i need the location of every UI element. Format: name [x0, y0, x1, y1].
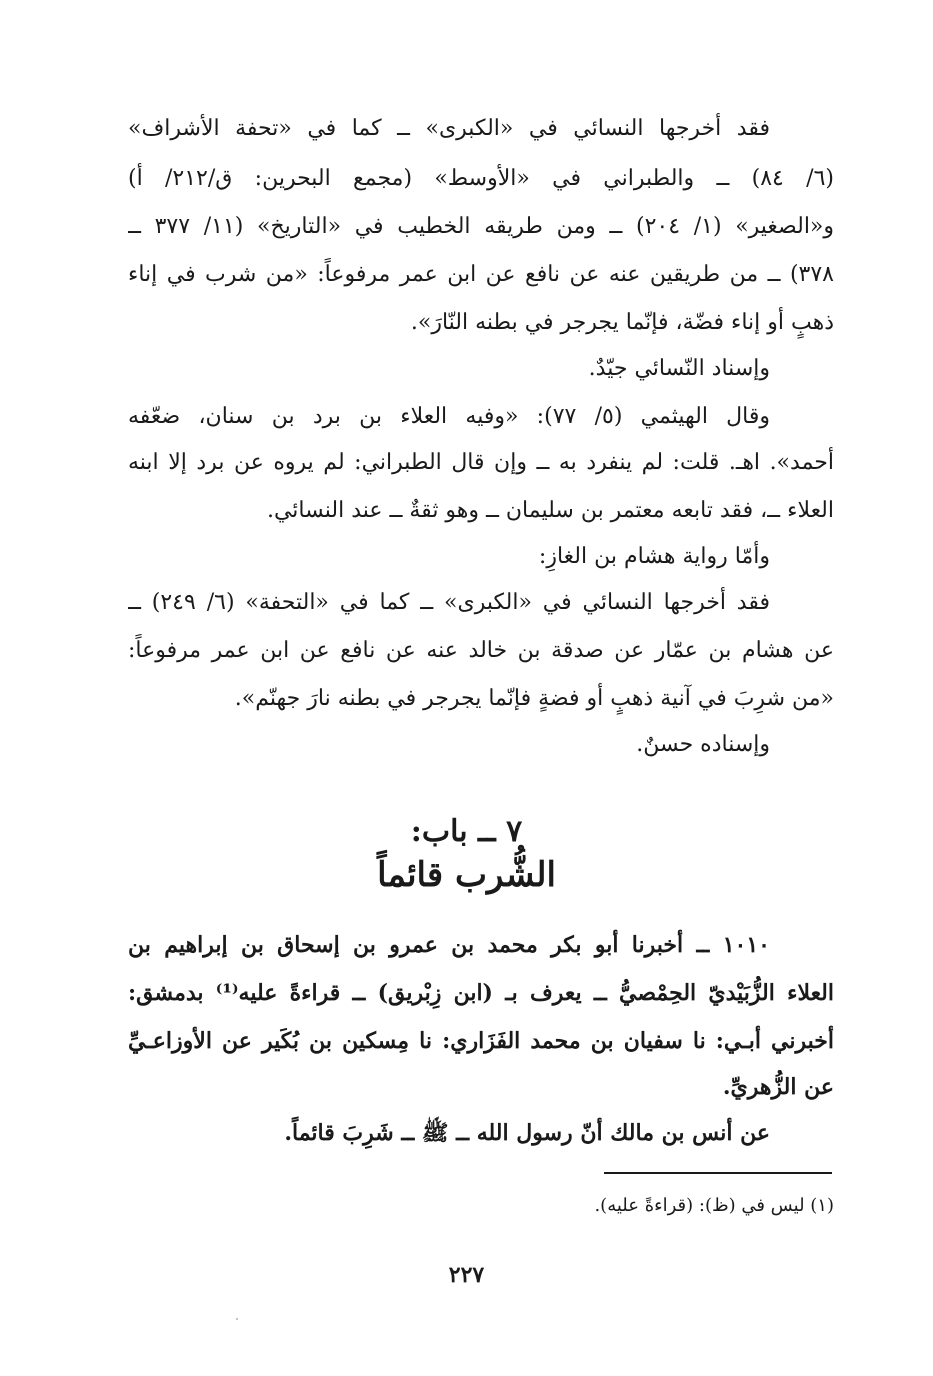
body-line-2: (٦/ ٨٤) ــ والطبراني في «الأوسط» (مجمع البحرين: ق/٢١٢/ أ) [128, 166, 834, 191]
body-line-1: فقد أخرجها النسائي في «الكبرى» ــ كما في «تحفة الأشراف» [128, 116, 770, 141]
body-line-7: وقال الهيثمي (٥/ ٧٧): «وفيه العلاء بن برد بن سنان، ضعّفه [128, 404, 770, 429]
body-line-8: أحمد». اهـ. قلت: لم ينفرد به ــ وإن قال الطبراني: لم يروه عن برد إلا ابنه [128, 450, 834, 475]
body-line-6: وإسناد النّسائي جيّدٌ. [588, 356, 770, 381]
body-line-12: عن هشام بن عمّار عن صدقة بن خالد عنه عن نافع عن ابن عمر مرفوعاً: [128, 638, 834, 663]
body-line-9: العلاء ــ، فقد تابعه معتمر بن سليمان ــ وهو ثقةٌ ــ عند النسائي. [266, 498, 834, 523]
hadith-line-5: عن أنس بن مالك أنّ رسول الله ــ ﷺ ــ شَرِبَ قائماً. [284, 1120, 770, 1146]
hadith-line-1: ١٠١٠ ــ أخبرنا أبو بكر محمد بن عمرو بن إسحاق بن إبراهيم بن [128, 932, 770, 958]
chapter-title: الشُّرب قائماً [377, 855, 556, 895]
hadith-line-2: العلاء الزُّبَيْديّ الحِمْصيُّ ــ يعرف بـ (ابن زِبْريق) ــ قراءةً عليه⁽¹⁾ بدمشق: [128, 980, 834, 1006]
body-line-13: «من شرِبَ في آنية ذهبٍ أو فضةٍ فإنّما يجرجر في بطنه نارَ جهنّم». [234, 686, 834, 711]
hadith-line-4: عن الزُّهريِّ. [722, 1074, 834, 1100]
body-line-4: ٣٧٨) ــ من طريقين عنه عن نافع عن ابن عمر مرفوعاً: «من شرب في إناء [128, 262, 834, 287]
chapter-number: ٧ ــ باب: [410, 814, 523, 849]
footnote-rule [604, 1172, 832, 1174]
body-line-10: وأمّا رواية هشام بن الغازِ: [538, 544, 770, 569]
scan-speck [236, 1318, 238, 1320]
body-line-3: و«الصغير» (١/ ٢٠٤) ــ ومن طريقه الخطيب في «التاريخ» (١١/ ٣٧٧ ــ [128, 214, 834, 239]
body-line-11: فقد أخرجها النسائي في «الكبرى» ــ كما في «التحفة» (٦/ ٢٤٩) ــ [128, 590, 771, 615]
footnote: (١) ليس في (ظ): (قراءةً عليه). [594, 1195, 834, 1216]
body-line-5: ذهبٍ أو إناء فضّة، فإنّما يجرجر في بطنه النّارَ». [410, 310, 834, 335]
hadith-line-3: أخبرني أبـي: نا سفيان بن محمد الفَزَاري: نا مِسكين بن بُكَير عن الأوزاعـيِّ [128, 1028, 834, 1054]
body-line-14: وإسناده حسنٌ. [636, 732, 770, 757]
page-number: ٢٢٧ [448, 1262, 485, 1288]
